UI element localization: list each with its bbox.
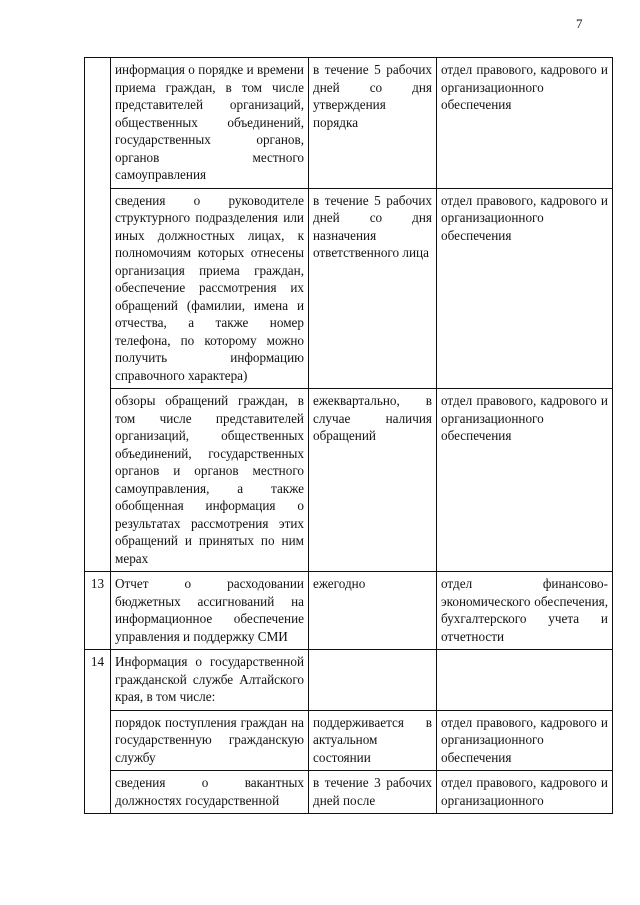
responsible-cell [437, 650, 613, 711]
responsible-cell: отдел финансово-экономического обеспечения, бухгалтерского учета и отчетности [437, 572, 613, 650]
page-number: 7 [576, 16, 583, 31]
table-row [85, 389, 613, 572]
table-row [85, 710, 613, 771]
info-cell: Отчет о расходовании бюджетных ассигнований на информационное обеспечение управления и поддержку СМИ [111, 572, 309, 650]
table-row [85, 771, 613, 814]
info-cell: обзоры обращений граждан, в том числе представителей организаций, общественных объединений, государственных органов и органов местного самоуправления, а также обобщенная информация о результатах рассмотрения этих обращений и принятых по ним мерах [111, 389, 309, 572]
table-row [85, 188, 613, 389]
information-table [84, 57, 613, 814]
row-number-cell: 14 [85, 650, 111, 814]
term-cell: ежеквартально, в случае наличия обращений [309, 389, 437, 572]
responsible-cell: отдел правового, кадрового и организационного обеспечения [437, 188, 613, 389]
table-row [85, 650, 613, 711]
info-cell: сведения о вакантных должностях государственной [111, 771, 309, 814]
responsible-cell: отдел правового, кадрового и организационного обеспечения [437, 389, 613, 572]
responsible-cell: отдел правового, кадрового и организационного обеспечения [437, 710, 613, 771]
row-number-cell: 13 [85, 572, 111, 650]
info-cell: порядок поступления граждан на государственную гражданскую службу [111, 710, 309, 771]
row-number-cell [85, 58, 111, 572]
responsible-cell: отдел правового, кадрового и организационного обеспечения [437, 58, 613, 189]
info-cell: сведения о руководителе структурного подразделения или иных должностных лицах, к полномочиям которых отнесены организация приема граждан, обеспечение рассмотрения их обращений (фамилии, имена и отчества, а также номер телефона, по которому можно получить информацию справочного характера) [111, 188, 309, 389]
term-cell: в течение 5 рабочих дней со дня назначения ответственного лица [309, 188, 437, 389]
term-cell: в течение 3 рабочих дней после [309, 771, 437, 814]
term-cell: ежегодно [309, 572, 437, 650]
info-cell: информация о порядке и времени приема граждан, в том числе представителей организаций, общественных объединений, государственных органов, органов местного самоуправления [111, 58, 309, 189]
term-cell [309, 650, 437, 711]
table-row [85, 572, 613, 650]
term-cell: поддерживается в актуальном состоянии [309, 710, 437, 771]
term-cell: в течение 5 рабочих дней со дня утверждения порядка [309, 58, 437, 189]
table-row [85, 58, 613, 189]
responsible-cell: отдел правового, кадрового и организационного [437, 771, 613, 814]
info-cell: Информация о государственной гражданской службе Алтайского края, в том числе: [111, 650, 309, 711]
